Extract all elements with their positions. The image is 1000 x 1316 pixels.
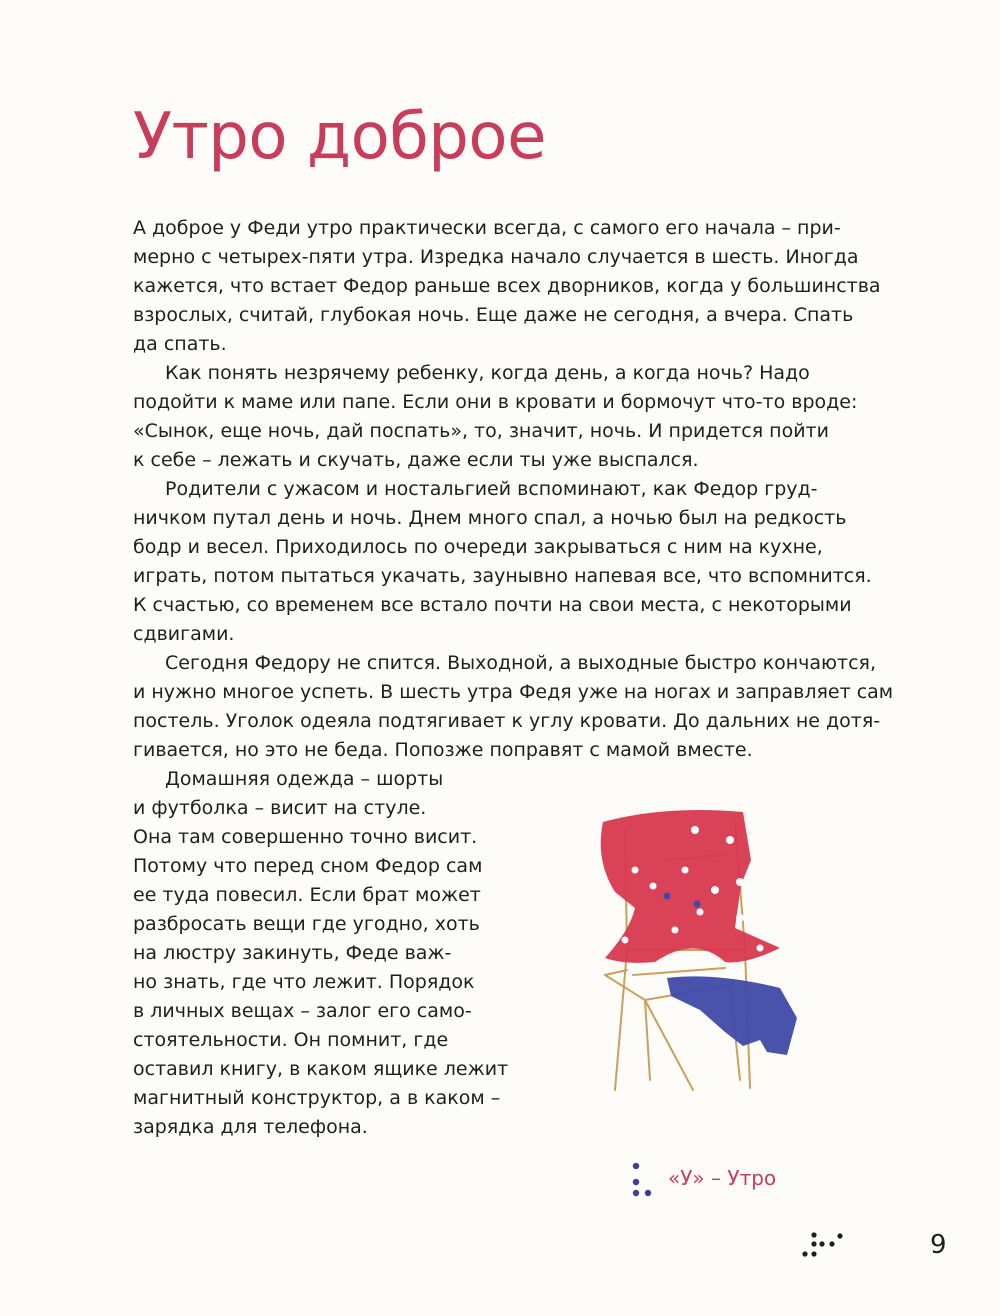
text-line: разбросать вещи где угодно, хоть (133, 913, 480, 935)
text-line: К счастью, со временем все встало почти на свои места, с некоторыми (133, 594, 852, 616)
text-line: постель. Уголок одеяла подтягивает к углу кровати. До дальних не дотя- (133, 710, 881, 732)
text-line: взрослых, считай, глубокая ночь. Еще даже не сегодня, а вчера. Спать (133, 304, 854, 326)
page-title: Утро доброе (133, 100, 546, 174)
text-line: магнитный конструктор, а в каком – (133, 1087, 501, 1109)
text-line: гивается, но это не беда. Попозже поправят с мамой вместе. (133, 739, 753, 761)
text-line: к себе – лежать и скучать, даже если ты уже выспался. (133, 449, 699, 471)
braille-letter-icon (632, 1160, 652, 1200)
text-line: ее туда повесил. Если брат может (133, 884, 481, 906)
text-line: Как понять незрячему ребенку, когда день, а когда ночь? Надо (165, 362, 810, 384)
text-line: Сегодня Федору не спится. Выходной, а выходные быстро кончаются, (165, 652, 877, 674)
text-line: ничком путал день и ночь. Днем много спал, а ночью был на редкость (133, 507, 847, 529)
paragraph-3 (133, 475, 872, 649)
page-number: 9 (930, 1230, 947, 1260)
text-line: и футболка – висит на стуле. (133, 797, 427, 819)
paragraph-1 (133, 214, 881, 359)
text-line: мерно с четырех-пяти утра. Изредка начало случается в шесть. Иногда (133, 246, 859, 268)
caption-text: «У» – Утро (668, 1166, 777, 1190)
text-line: Она там совершенно точно висит. (133, 826, 478, 848)
text-line: да спать. (133, 333, 227, 355)
text-line: Потому что перед сном Федор сам (133, 855, 483, 877)
text-line: кажется, что встает Федор раньше всех дворников, когда у большинства (133, 275, 881, 297)
text-line: подойти к маме или папе. Если они в кровати и бормочут что-то вроде: (133, 391, 858, 413)
braille-page-number-icon (800, 1230, 846, 1260)
shorts-icon (667, 976, 797, 1055)
text-line: А доброе у Феди утро практически всегда, с самого его начала – при- (133, 217, 841, 239)
text-line: Родители с ужасом и ностальгией вспоминают, как Федор груд- (165, 478, 818, 500)
paragraph-4 (133, 649, 894, 765)
text-line: играть, потом пытаться укачать, заунывно напевая все, что вспомнится. (133, 565, 872, 587)
text-line: Домашняя одежда – шорты (165, 768, 444, 790)
text-line: «Сынок, еще ночь, дай поспать», то, значит, ночь. И придется пойти (133, 420, 829, 442)
text-line: стоятельности. Он помнит, где (133, 1029, 449, 1051)
paragraph-2 (133, 359, 858, 475)
text-line: в личных вещах – залог его само- (133, 1000, 472, 1022)
text-line: зарядка для телефона. (133, 1116, 368, 1138)
text-line: и нужно многое успеть. В шесть утра Федя уже на ногах и заправляет сам (133, 681, 894, 703)
text-line: бодр и весел. Приходилось по очереди закрываться с ним на кухне, (133, 536, 823, 558)
chair-clothes-illustration (575, 800, 815, 1100)
text-line: сдвигами. (133, 623, 235, 645)
text-line: но знать, где что лежит. Порядок (133, 971, 475, 993)
text-line: оставил книгу, в каком ящике лежит (133, 1058, 509, 1080)
text-line: на люстру закинуть, Феде важ- (133, 942, 452, 964)
shirt-icon (601, 810, 780, 963)
